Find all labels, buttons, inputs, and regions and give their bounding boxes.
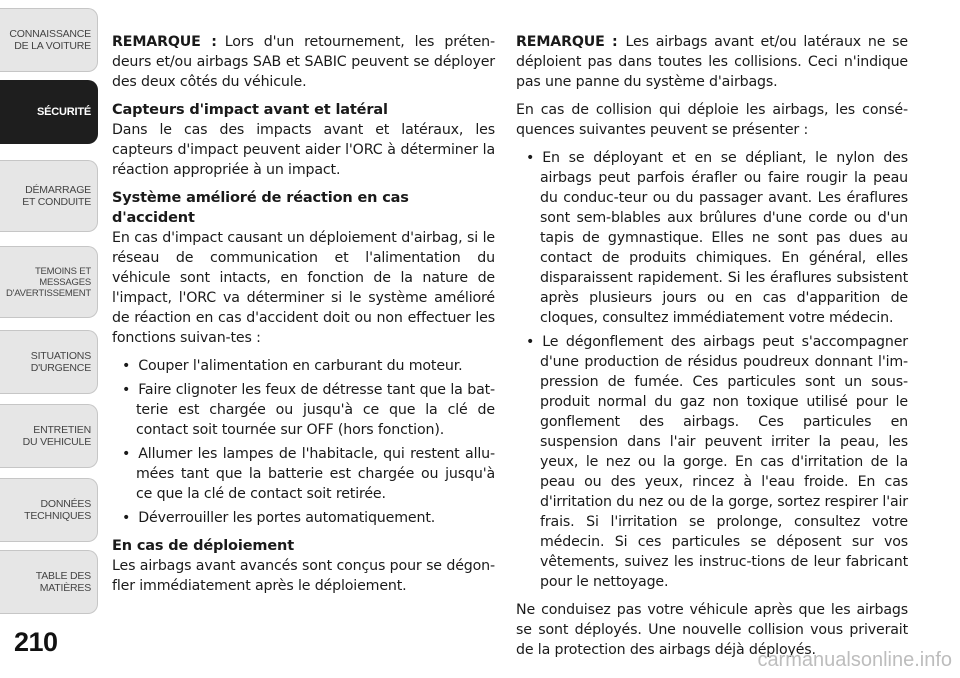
tab-demarrage-et-conduite[interactable]: DÉMARRAGE ET CONDUITE: [0, 160, 98, 232]
bullet-list: [516, 148, 908, 592]
right-column: [516, 32, 908, 668]
tab-securite[interactable]: SÉCURITÉ: [0, 80, 98, 144]
left-column: [112, 32, 495, 604]
body-paragraph: Dans le cas des impacts avant et latéraux, les capteurs d'impact peuvent aider l'ORC à déterminer la réaction appropriée à un impact.: [112, 122, 495, 178]
watermark: carmanualsonline.info: [757, 649, 952, 671]
list-item: • Allumer les lampes de l'habitacle, qui restent allu-mées tant que la batterie est chargée ou jusqu'à ce que la clé de contact soit retirée.: [112, 444, 495, 504]
body-paragraph: En cas d'impact causant un déploiement d'airbag, si le réseau de communication et l'alimentation du véhicule sont intacts, en fonction de la nature de l'impact, l'ORC va déterminer si le système amélioré de réaction en cas d'accident doit ou non effectuer les fonctions suivan-tes :: [112, 230, 495, 346]
tab-table-des-matieres[interactable]: TABLE DES MATIÈRES: [0, 550, 98, 614]
remark-paragraph: [516, 32, 908, 92]
page-number: 210: [14, 627, 58, 657]
remark-text: Lors d'un retournement, les préten-deurs et/ou airbags SAB et SABIC peuvent se déployer des deux côtés du véhicule.: [112, 34, 495, 90]
tab-entretien-du-vehicule[interactable]: ENTRETIEN DU VEHICULE: [0, 404, 98, 468]
list-item: • Couper l'alimentation en carburant du moteur.: [112, 356, 495, 376]
chapter-tabs: [0, 0, 103, 678]
remark-label: REMARQUE :: [516, 34, 618, 50]
remark-text: Les airbags avant et/ou latéraux ne se déploient pas dans toutes les collisions. Ceci n'indique pas une panne du système d'airbags.: [516, 34, 908, 90]
tab-donnees-techniques[interactable]: DONNÉES TECHNIQUES: [0, 478, 98, 542]
body-paragraph: En cas de collision qui déploie les airbags, les consé-quences suivantes peuvent se présenter :: [516, 102, 908, 138]
list-item: • Le dégonflement des airbags peut s'accompagner d'une production de résidus poudreux donnant l'im-pression de fumée. Ces particules sont un sous-produit normal du gaz non toxique utilisé pour le gonflement des airbags. Ces particules en suspension dans l'air peuvent irriter la peau, les yeux, le nez ou la gorge. En cas d'irritation de la peau ou des yeux, rincez à l'eau froide. En cas d'irritation du nez ou de la gorge, sortez respirer l'air frais. Si l'irritation se prolonge, consultez votre médecin. Si ces particules se déposent sur vos vêtements, suivez les instruc-tions de leur fabricant pour le nettoyage.: [516, 332, 908, 592]
section-heading: En cas de déploiement: [112, 538, 294, 554]
list-item: • Faire clignoter les feux de détresse tant que la bat-terie est chargée ou jusqu'à ce que la clé de contact soit tournée sur OFF (hors fonction).: [112, 380, 495, 440]
tab-temoins-et-messages[interactable]: TEMOINS ET MESSAGES D'AVERTISSEMENT: [0, 246, 98, 318]
section-heading: Système amélioré de réaction en cas d'accident: [112, 190, 409, 226]
bullet-list: [112, 356, 495, 528]
list-item: • Déverrouiller les portes automatiquement.: [112, 508, 495, 528]
tab-connaissance-de-la-voiture[interactable]: CONNAISSANCE DE LA VOITURE: [0, 8, 98, 72]
body-paragraph: Les airbags avant avancés sont conçus pour se dégon-fler immédiatement après le déploiement.: [112, 558, 495, 594]
list-item: • En se déployant et en se dépliant, le nylon des airbags peut parfois érafler ou faire rougir la peau du conduc-teur ou du passager avant. Les éraflures sont sem-blables aux brûlures d'une corde ou d'un tapis de gymnastique. Elles ne sont pas dues au contact de produits chimiques. En général, elles disparaissent rapidement. Si les éraflures subsistent après plusieurs jours ou en cas d'apparition de cloques, consultez immédiatement votre médecin.: [516, 148, 908, 328]
body-paragraph: Ne conduisez pas votre véhicule après que les airbags se sont déployés. Une nouvelle collision vous priverait de la protection des airbags déjà déployés.: [516, 602, 908, 658]
remark-paragraph: [112, 32, 495, 92]
remark-label: REMARQUE :: [112, 34, 217, 50]
section-heading: Capteurs d'impact avant et latéral: [112, 102, 388, 118]
tab-situations-d-urgence[interactable]: SITUATIONS D'URGENCE: [0, 330, 98, 394]
